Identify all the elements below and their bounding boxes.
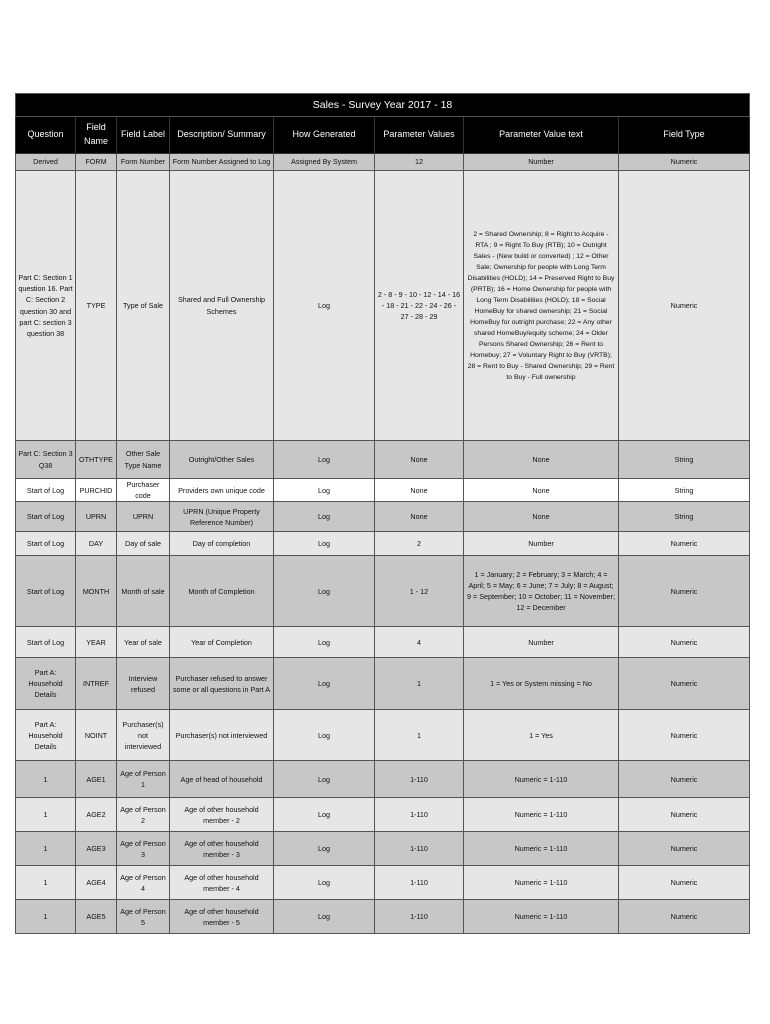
cell-field-type: Numeric (619, 761, 750, 798)
cell-description: Form Number Assigned to Log (170, 154, 274, 171)
cell-field-label: Year of sale (117, 627, 170, 658)
cell-parameter-value-text: None (464, 479, 619, 502)
cell-parameter-value-text: Number (464, 627, 619, 658)
cell-field-type: Numeric (619, 556, 750, 627)
table-row (16, 798, 750, 832)
cell-description: Age of head of household (170, 761, 274, 798)
cell-how-generated: Log (274, 761, 375, 798)
cell-field-type: Numeric (619, 866, 750, 900)
header-field-label: Field Label (117, 117, 170, 154)
cell-description: Age of other household member - 5 (170, 900, 274, 934)
cell-question: Part C: Section 3 Q38 (16, 441, 76, 479)
cell-question: Start of Log (16, 532, 76, 556)
table-row (16, 627, 750, 658)
cell-question: Start of Log (16, 627, 76, 658)
cell-field-label: Age of Person 1 (117, 761, 170, 798)
cell-parameter-value-text: Numeric = 1-110 (464, 761, 619, 798)
cell-field-label: Other Sale Type Name (117, 441, 170, 479)
cell-field-type: String (619, 502, 750, 532)
cell-parameter-values: 1 (375, 658, 464, 710)
table-row (16, 171, 750, 441)
data-dictionary-table (15, 93, 750, 934)
cell-field-type: String (619, 441, 750, 479)
header-parameter-values: Parameter Values (375, 117, 464, 154)
cell-parameter-values: 1-110 (375, 798, 464, 832)
cell-field-type: Numeric (619, 532, 750, 556)
cell-question: Start of Log (16, 479, 76, 502)
cell-question: Start of Log (16, 502, 76, 532)
cell-parameter-values: 4 (375, 627, 464, 658)
sheet-title: Sales - Survey Year 2017 - 18 (16, 94, 750, 117)
cell-how-generated: Log (274, 556, 375, 627)
cell-parameter-value-text: 1 = January; 2 = February; 3 = March; 4 = April; 5 = May; 6 = June; 7 = July; 8 = August; 9 = September; 10 = October; 11 = November; 12 = December (464, 556, 619, 627)
table-row (16, 900, 750, 934)
cell-field-name: UPRN (76, 502, 117, 532)
cell-field-type: Numeric (619, 710, 750, 761)
cell-parameter-value-text: Number (464, 154, 619, 171)
cell-how-generated: Log (274, 532, 375, 556)
cell-parameter-values: 1 (375, 710, 464, 761)
cell-how-generated: Log (274, 798, 375, 832)
cell-field-name: DAY (76, 532, 117, 556)
cell-parameter-value-text: Numeric = 1-110 (464, 866, 619, 900)
cell-parameter-values: 1-110 (375, 832, 464, 866)
cell-field-type: Numeric (619, 658, 750, 710)
cell-parameter-value-text: None (464, 502, 619, 532)
cell-field-label: UPRN (117, 502, 170, 532)
cell-parameter-value-text: 1 = Yes or System missing = No (464, 658, 619, 710)
cell-how-generated: Log (274, 710, 375, 761)
cell-how-generated: Log (274, 900, 375, 934)
cell-description: Outright/Other Sales (170, 441, 274, 479)
header-field-type: Field Type (619, 117, 750, 154)
cell-field-name: NOINT (76, 710, 117, 761)
cell-field-type: Numeric (619, 832, 750, 866)
header-row (16, 117, 750, 154)
cell-parameter-values: None (375, 502, 464, 532)
cell-parameter-value-text: 1 = Yes (464, 710, 619, 761)
cell-field-name: AGE1 (76, 761, 117, 798)
cell-description: Age of other household member - 3 (170, 832, 274, 866)
cell-field-type: String (619, 479, 750, 502)
cell-parameter-value-text: None (464, 441, 619, 479)
table-row (16, 441, 750, 479)
cell-field-label: Month of sale (117, 556, 170, 627)
cell-parameter-values: 2 (375, 532, 464, 556)
cell-question: Part A: Household Details (16, 658, 76, 710)
cell-field-name: AGE5 (76, 900, 117, 934)
cell-field-label: Type of Sale (117, 171, 170, 441)
header-how-generated: How Generated (274, 117, 375, 154)
cell-field-name: PURCHID (76, 479, 117, 502)
cell-description: Age of other household member - 2 (170, 798, 274, 832)
cell-field-type: Numeric (619, 900, 750, 934)
cell-field-type: Numeric (619, 627, 750, 658)
cell-how-generated: Log (274, 866, 375, 900)
cell-how-generated: Log (274, 627, 375, 658)
table-row (16, 658, 750, 710)
cell-parameter-value-text: Numeric = 1-110 (464, 798, 619, 832)
cell-description: Providers own unique code (170, 479, 274, 502)
table-row (16, 532, 750, 556)
table-row (16, 479, 750, 502)
cell-description: Purchaser(s) not interviewed (170, 710, 274, 761)
cell-description: Age of other household member - 4 (170, 866, 274, 900)
cell-field-label: Age of Person 3 (117, 832, 170, 866)
cell-parameter-value-text: Number (464, 532, 619, 556)
cell-field-label: Age of Person 2 (117, 798, 170, 832)
cell-parameter-values: None (375, 441, 464, 479)
header-field-name: Field Name (76, 117, 117, 154)
cell-field-name: MONTH (76, 556, 117, 627)
cell-parameter-values: 1 - 12 (375, 556, 464, 627)
table-row (16, 761, 750, 798)
cell-description: Purchaser refused to answer some or all questions in Part A (170, 658, 274, 710)
cell-field-name: YEAR (76, 627, 117, 658)
cell-parameter-value-text: Numeric = 1-110 (464, 900, 619, 934)
cell-how-generated: Log (274, 832, 375, 866)
cell-description: Month of Completion (170, 556, 274, 627)
cell-field-label: Form Number (117, 154, 170, 171)
cell-field-name: TYPE (76, 171, 117, 441)
cell-field-label: Age of Person 5 (117, 900, 170, 934)
table-row (16, 556, 750, 627)
cell-field-name: AGE4 (76, 866, 117, 900)
table-row (16, 502, 750, 532)
cell-field-label: Purchaser code (117, 479, 170, 502)
header-question: Question (16, 117, 76, 154)
cell-question: 1 (16, 798, 76, 832)
cell-parameter-value-text: Numeric = 1-110 (464, 832, 619, 866)
table-row (16, 154, 750, 171)
cell-field-name: AGE2 (76, 798, 117, 832)
cell-field-name: AGE3 (76, 832, 117, 866)
header-parameter-value-text: Parameter Value text (464, 117, 619, 154)
cell-how-generated: Log (274, 171, 375, 441)
cell-field-type: Numeric (619, 154, 750, 171)
table-row (16, 832, 750, 866)
cell-field-name: OTHTYPE (76, 441, 117, 479)
table-row (16, 710, 750, 761)
cell-description: UPRN (Unique Property Reference Number) (170, 502, 274, 532)
cell-parameter-values: 1-110 (375, 866, 464, 900)
cell-description: Year of Completion (170, 627, 274, 658)
cell-parameter-values: 1-110 (375, 761, 464, 798)
header-description: Description/ Summary (170, 117, 274, 154)
cell-question: 1 (16, 832, 76, 866)
cell-parameter-value-text: 2 = Shared Ownership; 8 = Right to Acquire - RTA ; 9 = Right To Buy (RTB); 10 = Outright Sales - (New build or converted) ; 12 = Other Sale; Ownership for people with Long Term Disabilities (HOLD); 14 = Preserved Right to Buy (PRTB); 16 = Home Ownership for people with Long Term Disabilities (HOLD); 18 = Social HomeBuy for shared ownership; 21 = Social HomeBuy for outright purchase; 22 = Any other shared HomeBuy/equity scheme; 24 = Older Persons Shared Ownership; 26 = Rent to Homebuy; 27 = Voluntary Right to Buy (VRTB); 28 = Rent to Buy - Shared Ownership; 29 = Rent to Buy - Full ownership (464, 171, 619, 441)
cell-question: 1 (16, 900, 76, 934)
cell-question: 1 (16, 761, 76, 798)
cell-field-type: Numeric (619, 798, 750, 832)
cell-how-generated: Log (274, 658, 375, 710)
cell-field-label: Purchaser(s) not interviewed (117, 710, 170, 761)
cell-parameter-values: None (375, 479, 464, 502)
cell-field-label: Interview refused (117, 658, 170, 710)
table-row (16, 866, 750, 900)
cell-question: Part A: Household Details (16, 710, 76, 761)
cell-field-type: Numeric (619, 171, 750, 441)
cell-question: Derived (16, 154, 76, 171)
cell-parameter-values: 12 (375, 154, 464, 171)
cell-description: Day of completion (170, 532, 274, 556)
cell-description: Shared and Full Ownership Schemes (170, 171, 274, 441)
cell-question: Start of Log (16, 556, 76, 627)
cell-field-label: Age of Person 4 (117, 866, 170, 900)
cell-how-generated: Log (274, 502, 375, 532)
cell-field-name: INTREF (76, 658, 117, 710)
cell-how-generated: Log (274, 479, 375, 502)
cell-how-generated: Log (274, 441, 375, 479)
cell-field-name: FORM (76, 154, 117, 171)
cell-field-label: Day of sale (117, 532, 170, 556)
cell-question: Part C: Section 1 question 16. Part C: Section 2 question 30 and part C: section 3 question 38 (16, 171, 76, 441)
cell-parameter-values: 2 - 8 - 9 - 10 - 12 - 14 - 16 - 18 - 21 - 22 - 24 - 26 - 27 - 28 - 29 (375, 171, 464, 441)
cell-how-generated: Assigned By System (274, 154, 375, 171)
cell-parameter-values: 1-110 (375, 900, 464, 934)
cell-question: 1 (16, 866, 76, 900)
